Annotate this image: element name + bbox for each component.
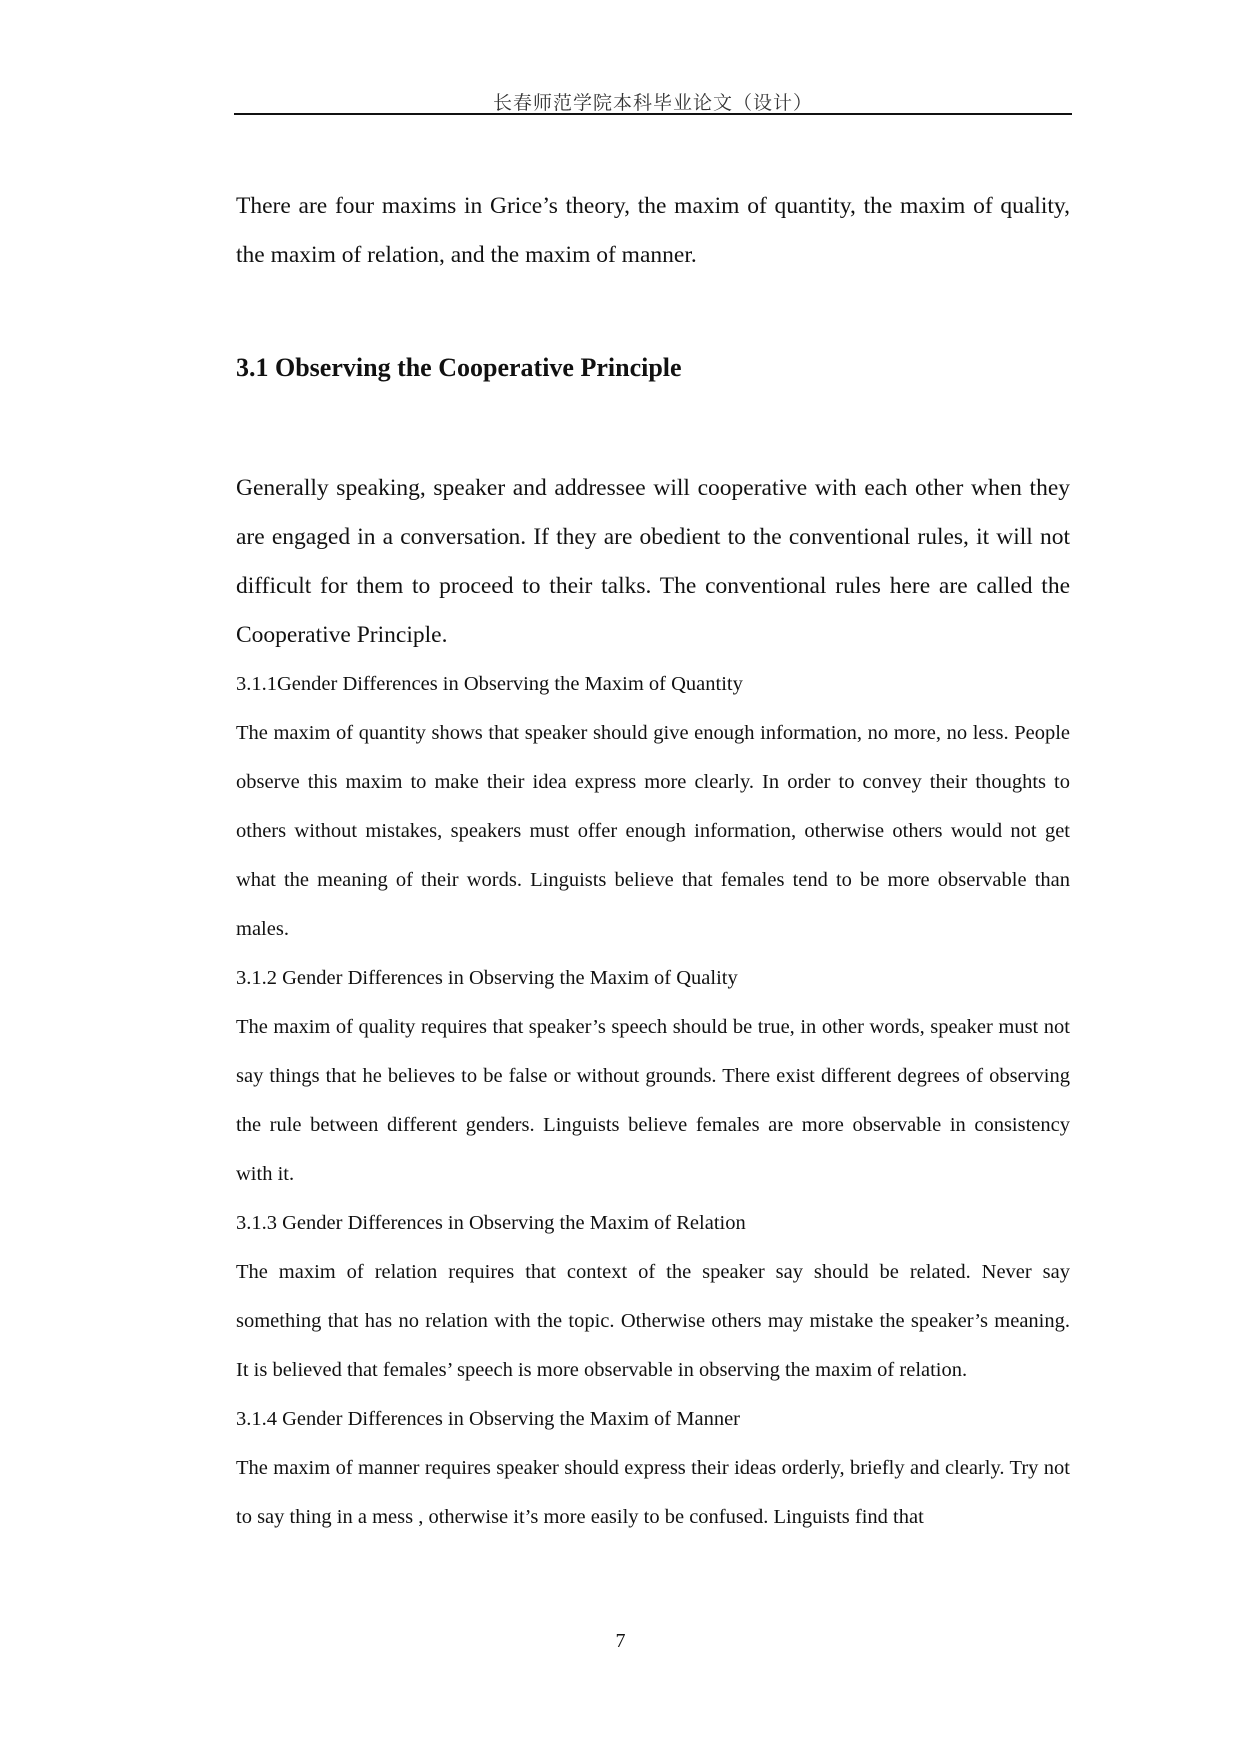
section-heading: 3.1 Observing the Cooperative Principle [236,353,682,382]
subsection-heading-quantity: 3.1.1Gender Differences in Observing the Maxim of Quantity [236,673,743,695]
intro-paragraph: There are four maxims in Grice’s theory, the maxim of quantity, the maxim of quality, the maxim of relation, and the maxim of manner. [236,193,1070,268]
page-body [236,182,1070,1542]
page-header: 长春师范学院本科毕业论文（设计） [492,92,813,114]
subsection-heading-relation: 3.1.3 Gender Differences in Observing the Maxim of Relation [236,1212,746,1234]
subsection-heading-quality: 3.1.2 Gender Differences in Observing the Maxim of Quality [236,967,738,989]
subsection-body-quantity: The maxim of quantity shows that speaker should give enough information, no more, no less. People observe this maxim to make their idea express more clearly. In order to convey their thoughts to others without mistakes, speakers must offer enough information, otherwise others would not get what the meaning of their words. Linguists believe that females tend to be more observable than males. [236,722,1070,940]
header-rule [234,113,1072,115]
spacer [236,280,1070,348]
subsection-body-manner: The maxim of manner requires speaker should express their ideas orderly, briefly and clearly. Try not to say thing in a mess , otherwise it’s more easily to be confused. Linguists find that [236,1457,1070,1528]
subsection-body-quality: The maxim of quality requires that speaker’s speech should be true, in other words, speaker must not say things that he believes to be false or without grounds. There exist different degrees of observing the rule between different genders. Linguists believe females are more observable in consistency with it. [236,1016,1070,1185]
subsection-body-relation: The maxim of relation requires that context of the speaker say should be related. Never say something that has no relation with the topic. Otherwise others may mistake the speaker’s meaning. It is believed that females’ speech is more observable in observing the maxim of relation. [236,1261,1070,1381]
spacer [236,388,1070,464]
section-paragraph: Generally speaking, speaker and addressee will cooperative with each other when they are engaged in a conversation. If they are obedient to the conventional rules, it will not difficult for them to proceed to their talks. The conventional rules here are called the Cooperative Principle. [236,475,1070,648]
page-number: 7 [615,1630,626,1652]
subsection-heading-manner: 3.1.4 Gender Differences in Observing the Maxim of Manner [236,1408,741,1430]
